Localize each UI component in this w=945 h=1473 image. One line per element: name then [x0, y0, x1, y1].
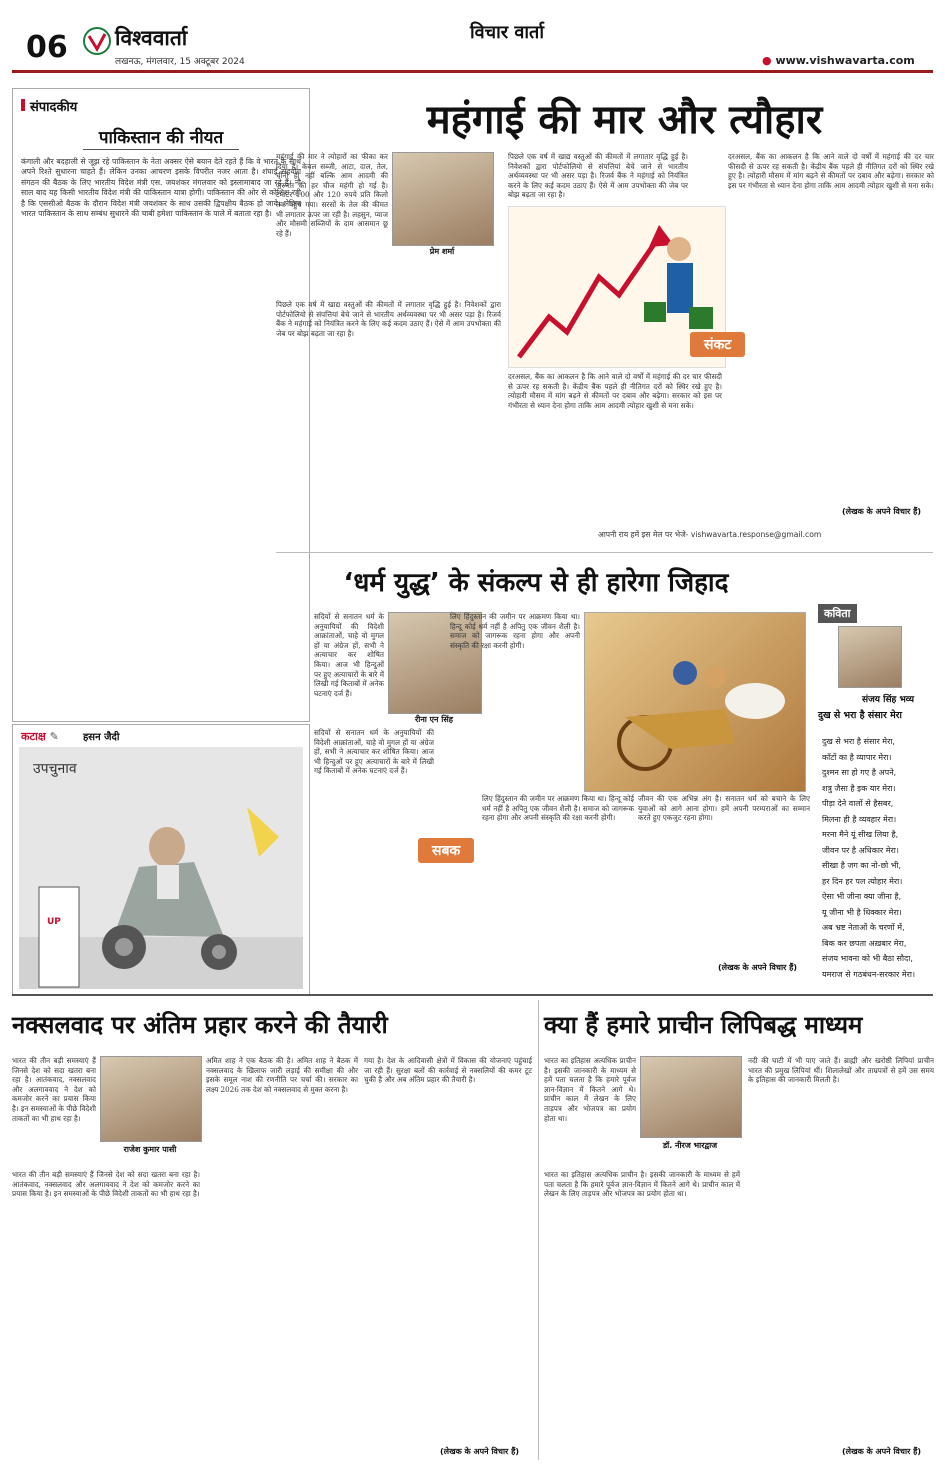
lead-author-name: प्रेम शर्मा	[429, 247, 455, 256]
poem-label: कविता	[818, 604, 857, 623]
lead-bottom-rule	[276, 552, 933, 553]
poem-line: हर दिन हर पल त्योहार मेरा।	[822, 876, 903, 886]
middle-bottom-rule	[12, 994, 933, 996]
dateline: लखनऊ, मंगलवार, 15 अक्टूबर 2024	[115, 57, 245, 67]
third-author-name: राजेश कुमार पासी	[123, 1145, 177, 1154]
poem-line: बिक कर छपता अख़बार मेरा,	[822, 938, 907, 948]
lead-tag: संकट	[690, 332, 745, 357]
third-body-col-3: गया है। देश के आदिवासी क्षेत्रों में विकास की योजनाएं पहुंचाई जा रही हैं। सुरक्षा बलों की कार्रवाई से नक्सलियों की कमर टूट चुकी है और अब अंतिम प्रहार की तैयारी है।	[364, 1056, 532, 1085]
lead-body-col-2b: दरअसल, बैंक का आकलन है कि आने वाले दो वर्षों में महंगाई की दर चार फीसदी से ऊपर रह सकती है। केंद्रीय बैंक पहले ही नीतिगत दरों को स्थिर रखे हुए है। त्योहारी मौसम में मांग बढ़ने से कीमतों पर दबाव और बढ़ेगा। सरकार को इस पर गंभीरता से ध्यान देना होगा ताकि आम आदमी त्योहार खुशी से मना सके।	[508, 372, 722, 410]
editorial-body: कंगाली और बदहाली से जूझ रहे पाकिस्तान के नेता अक्सर ऐसे बयान देते रहते हैं कि वे भारत के साथ अपने रिश्ते सुधारना चाहते हैं। लेकिन उनका आचरण इसके विपरीत नजर आता है। शंघाई सहयोग संगठन की बैठक के लिए भारतीय विदेश मंत्री एस. जयशंकर मंगलवार को इस्लामाबाद जा रहे हैं। नौ साल बाद यह किसी भारतीय विदेश मंत्री की पाकिस्तान यात्रा होगी। पाकिस्तान की ओर से कोशिश रही है कि एससीओ बैठक के दौरान विदेश मंत्री जयशंकर के साथ उसकी द्विपक्षीय बैठक हो जाये। लेकिन भारत पाकिस्तान के साथ सम्बंध सुधारने की चाबी हमेशा पाकिस्तान के पाले में बताता रहा है।	[21, 157, 301, 219]
poem-title: दुख से भरा है संसार मेरा	[818, 710, 902, 721]
masthead-divider	[12, 70, 933, 73]
second-body-col-3: जीवन की एक अभिन्न अंग है। सनातन धर्म को बचाने के लिए युवाओं को आगे आना होगा। हमें अपनी परम्पराओं का सम्मान करते हुए एकजुट रहना होगा।	[638, 794, 810, 823]
third-headline: नक्सलवाद पर अंतिम प्रहार करने की तैयारी	[12, 1011, 388, 1039]
pen-icon: ✎	[45, 730, 59, 743]
second-body-col-2b: लिए हिंदुस्तान की जमीन पर आक्रमण किया था। हिन्दू कोई धर्म नहीं है अपितु एक जीवन शैली है। समाज को जागरूक रहना होगा और अपनी संस्कृति की रक्षा करनी होगी।	[482, 794, 634, 823]
cartoon-box	[12, 724, 310, 996]
second-body-col-1: सदियों से सनातन धर्म के अनुयायियों की विदेशी आक्रांताओं, चाहे वो मुगल हों या अंग्रेज हों, सभी ने अत्याचार कर शोषित किया। आज भी हिन्दुओं पर हुए अत्याचारों के बारे में लिखी गई किताबों में अनेक घटनाएं दर्ज हैं।	[314, 612, 384, 698]
masthead	[0, 0, 945, 88]
second-author-note: (लेखक के अपने विचार हैं)	[718, 963, 797, 972]
second-body-col-1b: सदियों से सनातन धर्म के अनुयायियों की विदेशी आक्रांताओं, चाहे वो मुगल हों या अंग्रेज हों, सभी ने अत्याचार कर शोषित किया। आज भी हिन्दुओं पर हुए अत्याचारों के बारे में लिखी गई किताबों में अनेक घटनाएं दर्ज हैं।	[314, 728, 434, 776]
fourth-author-note: (लेखक के अपने विचार हैं)	[842, 1447, 921, 1456]
cartoon-image	[19, 747, 303, 989]
poem-line: ऐसा भी जीना क्या जीना है,	[822, 892, 902, 901]
poem-line: संजय भावना को भी बैठा सौदा,	[822, 954, 913, 963]
poem-line: मरना मैने यूं सीख लिया है,	[822, 830, 899, 839]
third-author-photo	[100, 1056, 202, 1142]
poem-line: दुश्मन सा हो गए है अपने,	[822, 768, 897, 777]
lead-author-photo	[392, 152, 494, 246]
third-body-col-1b: भारत की तीन बड़ी समस्याएं हैं जिनसे देश को सदा खतरा बना रहा है। आतंकवाद, नक्सलवाद और अलगाववाद ने देश को कमजोर करने का प्रयास किया है। इन समस्याओं के पीछे विदेशी ताकतों का भी हाथ रहा है।	[12, 1170, 200, 1199]
label-bar-icon	[21, 99, 25, 111]
website-link[interactable]	[762, 54, 915, 67]
website-url: www.vishwavarta.com	[775, 54, 915, 67]
second-illustration	[584, 612, 806, 792]
poem-line: सीखा है जग का नो-छो भी,	[822, 861, 902, 870]
cartoon-artist: हसन जैदी	[83, 732, 120, 743]
poem-line: मिलना ही है व्यवहार मेरा।	[822, 814, 897, 824]
editorial-label: संपादकीय	[21, 97, 77, 115]
fourth-body-col-1b: भारत का इतिहास अत्यधिक प्राचीन है। इसकी जानकारी के माध्यम से हमें पता चलता है कि हमारे पूर्वज ज्ञान-विज्ञान में कितने आगे थे। प्राचीन काल में लेखन के लिए ताड़पत्र और भोजपत्र का प्रयोग होता था।	[544, 1170, 740, 1199]
editorial-box	[12, 88, 310, 722]
poem-line: पीड़ा देने वालों से हैसबर,	[822, 799, 894, 808]
cartoon-caption: उपचुनाव	[33, 761, 77, 777]
cartoon-label: कटाक्ष ✎	[21, 730, 59, 743]
lead-headline: महंगाई की मार और त्यौहार	[426, 97, 823, 143]
cartoon-drawing	[19, 747, 303, 989]
lead-body-col-2: पिछले एक वर्ष में खाद्य वस्तुओं की कीमतों में लगातार वृद्धि हुई है। निवेशकों द्वारा पोर्टफोलियो से संपत्तियां बेचे जाने से भारतीय अर्थव्यवस्था पर भी असर पड़ा है। रिजर्व बैंक ने महंगाई को नियंत्रित करने के लिए कई कदम उठाए हैं। ऐसे में आम उपभोक्ता की जेब पर बोझ बढ़ता जा रहा है।	[508, 152, 688, 200]
lead-email-note: आपनी राय हमें इस मेल पर भेजे- vishwavarta.response@gmail.com	[598, 530, 822, 539]
poem-lines	[822, 734, 934, 982]
section-title: विचार वार्ता	[470, 22, 544, 43]
poem-line: शत्रु जैसा है इक यार मेरा।	[822, 783, 896, 793]
second-body-col-2: लिए हिंदुस्तान की जमीन पर आक्रमण किया था। हिन्दू कोई धर्म नहीं है अपितु एक जीवन शैली है। समाज को जागरूक रहना होगा और अपनी संस्कृति की रक्षा करनी होगी।	[450, 612, 580, 650]
third-body-col-1: भारत की तीन बड़ी समस्याएं हैं जिनसे देश को सदा खतरा बना रहा है। आतंकवाद, नक्सलवाद और अलगाववाद ने देश को कमजोर करने का प्रयास किया है। इन समस्याओं के पीछे विदेशी ताकतों का भी हाथ रहा है।	[12, 1056, 96, 1123]
second-author-name: रीना एन सिंह	[414, 715, 454, 724]
brand-name: विश्ववार्ता	[115, 26, 188, 50]
fourth-author-photo	[640, 1056, 742, 1138]
globe-icon: ●	[762, 54, 772, 67]
brand-logo-icon	[82, 26, 112, 56]
fourth-headline: क्या हैं हमारे प्राचीन लिपिबद्ध माध्यम	[544, 1011, 863, 1039]
poem-line: जीवन पर है अधिकार मेरा।	[822, 845, 899, 855]
poem-line: यमराज से गठबंधन-सरकार मेरा।	[822, 969, 916, 979]
lead-body-col-3: दरअसल, बैंक का आकलन है कि आने वाले दो वर्षों में महंगाई की दर चार फीसदी से ऊपर रह सकती है। केंद्रीय बैंक पहले ही नीतिगत दरों को स्थिर रखे हुए है। त्योहारी मौसम में मांग बढ़ने से कीमतों पर दबाव और बढ़ेगा। सरकार को इस पर गंभीरता से ध्यान देना होगा ताकि आम आदमी त्योहार खुशी से मना सके।	[728, 152, 934, 190]
third-body-col-2: अमित शाह ने एक बैठक की है। अमित शाह ने बैठक में नक्सलवाद के खिलाफ जारी लड़ाई की समीक्षा की और इसके समूल नाश की रणनीति पर चर्चा की। सरकार का लक्ष्य 2026 तक देश को नक्सलवाद से मुक्त करना है।	[206, 1056, 358, 1094]
second-headline: ‘धर्म युद्ध’ के संकल्प से ही हारेगा जिहाद	[343, 568, 729, 598]
fourth-body-col-1: भारत का इतिहास अत्यधिक प्राचीन है। इसकी जानकारी के माध्यम से हमें पता चलता है कि हमारे पूर्वज ज्ञान-विज्ञान में कितने आगे थे। प्राचीन काल में लेखन के लिए ताड़पत्र और भोजपत्र का प्रयोग होता था।	[544, 1056, 636, 1123]
poem-line: यू जीना भी है धिक्कार मेरा।	[822, 907, 902, 917]
fourth-body-col-2: नदी की घाटी में भी पाए जाते हैं। ब्राह्मी और खरोष्ठी लिपियां प्राचीन भारत की प्रमुख लिपियां थीं। शिलालेखों और ताम्रपत्रों से हमें उस समय के इतिहास की जानकारी मिलती है।	[748, 1056, 934, 1085]
lead-author-note: (लेखक के अपने विचार हैं)	[842, 507, 921, 516]
poem-line: अब भ्रष्ट नेताओं के चरणों में,	[822, 923, 905, 932]
poem-author-name: संजय सिंह भव्य	[862, 695, 915, 705]
chariot-icon	[585, 613, 805, 791]
poem-line: दुख से भरा है संसार मेरा,	[822, 737, 895, 746]
third-author-note: (लेखक के अपने विचार हैं)	[440, 1447, 519, 1456]
title-underline	[83, 149, 239, 150]
poem-box	[818, 604, 936, 982]
up-sign: UP	[47, 917, 61, 927]
poem-line: काँटों का है व्यापार मेरा।	[822, 752, 892, 762]
page-number: 06	[26, 30, 68, 65]
poem-author-photo	[838, 626, 902, 688]
editorial-title: पाकिस्तान की नीयत	[98, 128, 224, 148]
bottom-column-rule	[538, 1000, 539, 1460]
lead-body-col-1b: पिछले एक वर्ष में खाद्य वस्तुओं की कीमतों में लगातार वृद्धि हुई है। निवेशकों द्वारा पोर्टफोलियो से संपत्तियां बेचे जाने से भारतीय अर्थव्यवस्था पर भी असर पड़ा है। रिजर्व बैंक ने महंगाई को नियंत्रित करने के लिए कई कदम उठाए हैं। ऐसे में आम उपभोक्ता की जेब पर बोझ बढ़ता जा रहा है।	[276, 300, 501, 338]
fourth-author-name: डॉ. नीरज भारद्वाज	[662, 1141, 718, 1150]
second-tag: सबक	[418, 838, 474, 863]
lead-body-col-1: महंगाई की मार ने त्योहारों का फीका कर दिया है। केवल सब्जी, आटा, दाल, तेल, चीनी ही नहीं बल्कि आम आदमी की जरूरत की हर चीज महंगी हो गई है। टमाटर 100 और 120 रुपये प्रति किलो तक पहुंच गया। सरसों के तेल की कीमत भी लगातार ऊपर जा रही है। लहसुन, प्याज और मौसमी सब्जियों के दाम आसमान छू रहे हैं।	[276, 152, 388, 238]
